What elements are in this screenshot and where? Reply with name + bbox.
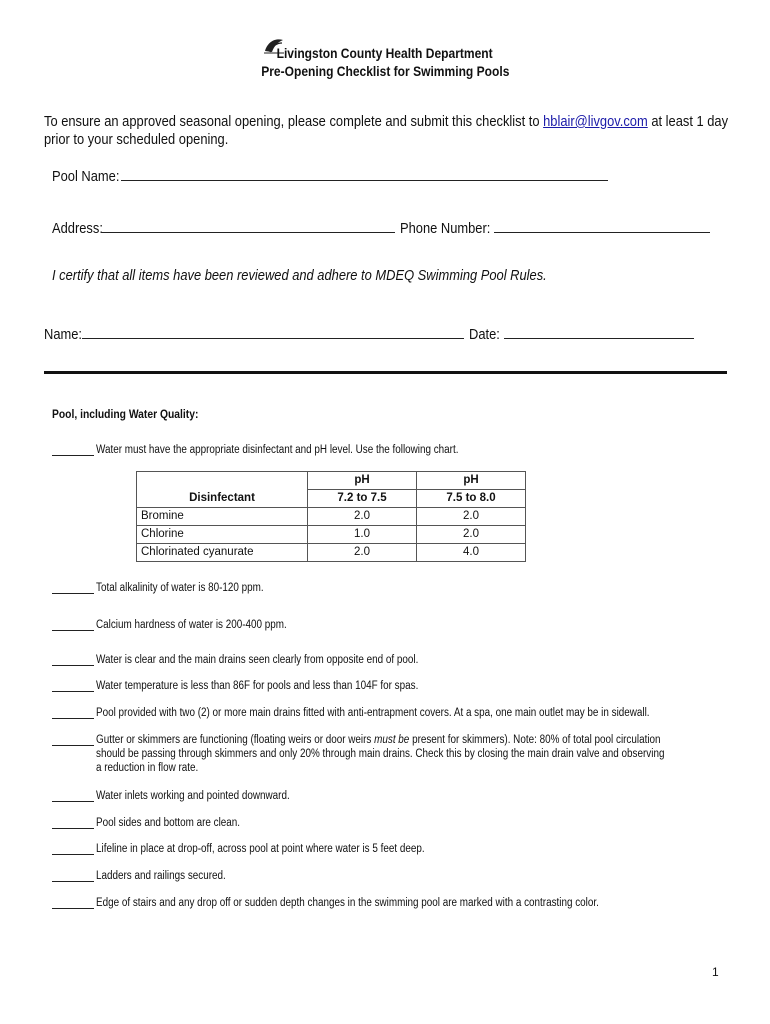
table-row: Chlorinated cyanurate 2.0 4.0 <box>137 544 526 562</box>
section-title: Pool, including Water Quality: <box>52 407 199 421</box>
page-title: Pre-Opening Checklist for Swimming Pools <box>260 63 510 79</box>
checklist-item-text: Pool provided with two (2) or more main drains fitted with anti-entrapment covers. At a spa, one main outlet may be in sidewall. <box>96 707 650 719</box>
checkbox-line[interactable] <box>52 593 94 594</box>
pool-name-label: Pool Name: <box>52 168 120 185</box>
checkbox-line[interactable] <box>52 665 94 666</box>
checklist-item-text: Water temperature is less than 86F for pools and less than 104F for spas. <box>96 680 419 692</box>
date-label-wrap <box>469 326 505 344</box>
certify-statement: I certify that all items have been reviewed and adhere to MDEQ Swimming Pool Rules. <box>52 267 547 284</box>
checkbox-line[interactable] <box>52 691 94 692</box>
checklist-item-text: Water inlets working and pointed downward. <box>96 790 290 802</box>
email-link[interactable]: hblair@livgov.com <box>543 113 648 130</box>
checkbox-line[interactable] <box>52 908 94 909</box>
checkbox-line[interactable] <box>52 854 94 855</box>
checkbox-line[interactable] <box>52 455 94 456</box>
checkbox-line[interactable] <box>52 828 94 829</box>
checklist-item-text: Edge of stairs and any drop off or sudden depth changes in the swimming pool are marked with a contrasting color. <box>96 897 599 909</box>
checkbox-line[interactable] <box>52 801 94 802</box>
date-label: Date: <box>469 326 500 343</box>
intro-line2: prior to your scheduled opening. <box>44 131 229 148</box>
checkbox-line[interactable] <box>52 630 94 631</box>
checklist-item-text: Water is clear and the main drains seen clearly from opposite end of pool. <box>96 654 419 666</box>
address-label: Address: <box>52 220 103 237</box>
pool-name-field[interactable] <box>121 168 608 181</box>
checkbox-line[interactable] <box>52 745 94 746</box>
name-field[interactable] <box>82 326 464 339</box>
disinfectant-chart <box>136 471 526 562</box>
table-row: Bromine 2.0 2.0 <box>137 508 526 526</box>
checklist-item-text: Water must have the appropriate disinfectant and pH level. Use the following chart. <box>96 444 459 456</box>
intro-paragraph <box>44 113 770 131</box>
intro-text-before: To ensure an approved seasonal opening, please complete and submit this checklist to <box>44 113 544 130</box>
checkbox-line[interactable] <box>52 718 94 719</box>
section-divider <box>44 371 727 374</box>
address-field[interactable] <box>101 220 395 233</box>
pool-name-row <box>52 168 130 186</box>
page-number: 1 <box>712 965 719 979</box>
table-row: Chlorine 1.0 2.0 <box>137 526 526 544</box>
phone-label-wrap <box>400 220 505 238</box>
disinfectant-header: Disinfectant <box>137 490 308 508</box>
date-field[interactable] <box>504 326 694 339</box>
checklist-item-text: Calcium hardness of water is 200-400 ppm. <box>96 619 287 631</box>
ph-range-2: 7.5 to 8.0 <box>417 490 526 508</box>
organization-name: Livingston County Health Department <box>276 45 494 61</box>
phone-label: Phone Number: <box>400 220 491 237</box>
checklist-item-gutter: Gutter or skimmers are functioning (floating weirs or door weirs must be present for skimmers). Note: 80% of total pool circulation should be passing through skimmers and only 20% through main drains. Check this by closing the main drain valve and observing a reduction in flow rate. <box>52 733 702 777</box>
checklist-item-text: Pool sides and bottom are clean. <box>96 817 241 829</box>
checklist-item-text: Total alkalinity of water is 80-120 ppm. <box>96 582 264 594</box>
document-header <box>0 44 770 80</box>
checklist-item-text: Ladders and railings secured. <box>96 870 226 882</box>
name-label: Name: <box>44 326 83 343</box>
checkbox-line[interactable] <box>52 881 94 882</box>
intro-text-after: at least 1 day <box>647 113 729 130</box>
checklist-item-text: Lifeline in place at drop-off, across pool at point where water is 5 feet deep. <box>96 843 425 855</box>
ph-header-1: pH <box>308 472 417 490</box>
phone-field[interactable] <box>494 220 710 233</box>
ph-header-2: pH <box>417 472 526 490</box>
ph-range-1: 7.2 to 7.5 <box>308 490 417 508</box>
